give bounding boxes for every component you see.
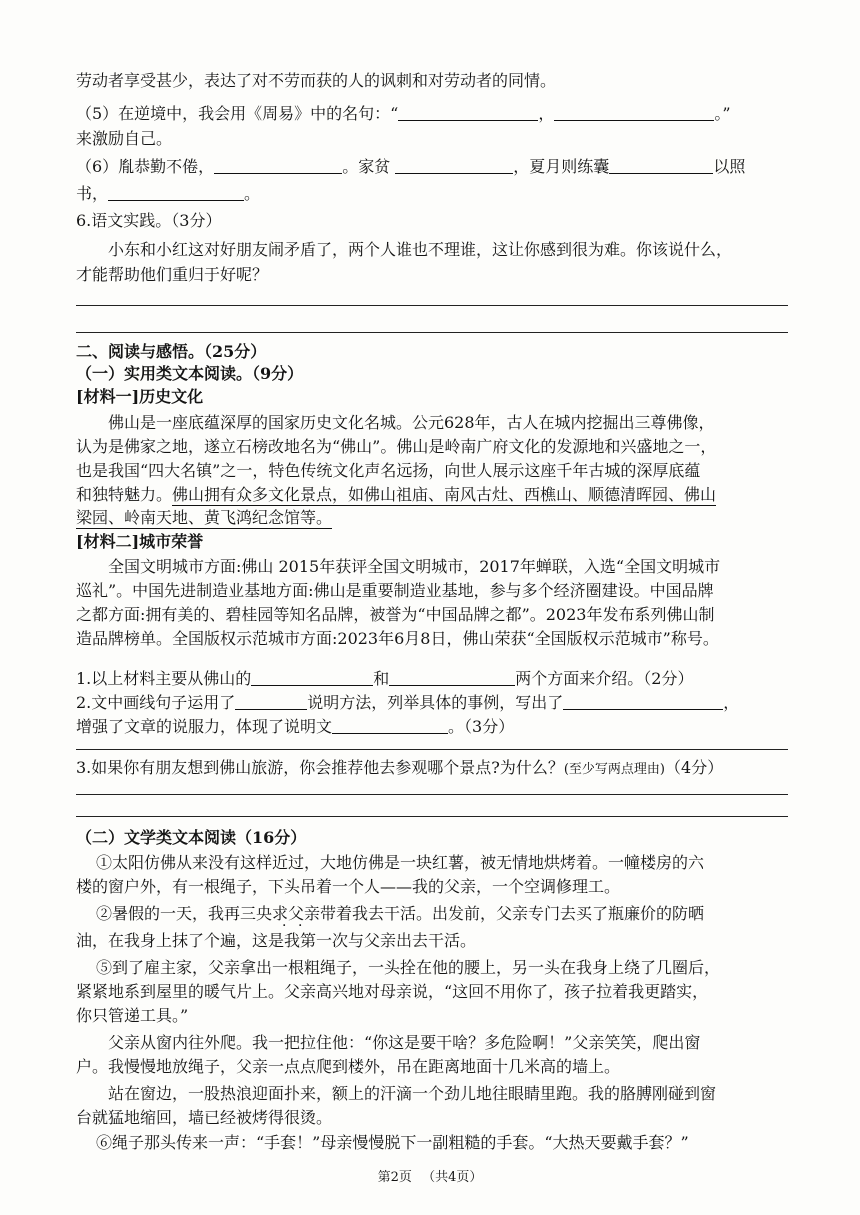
question-text: 两个方面来介绍。（2分） (515, 669, 694, 688)
text-line: 也是我国“四大名镇”之一，特色传统文化声名远扬，向世人展示这座千年古城的深厚底蕴 (76, 461, 701, 480)
answer-blank[interactable] (332, 717, 448, 734)
text-line: 紧紧地系到屋里的暖气片上。父亲高兴地对母亲说，“这回不用你了，孩子拉着我更踏实， (76, 982, 709, 1001)
answer-blank[interactable] (251, 669, 373, 686)
answer-blank[interactable] (108, 184, 244, 201)
answer-line[interactable] (76, 749, 788, 750)
question-text: 书， (76, 184, 109, 203)
answer-line[interactable] (76, 816, 788, 817)
text-line: 你只管递工具。” (76, 1006, 189, 1025)
text-line: ⑥绳子那头传来一声：“手套！”母亲慢慢脱下一副粗糙的手套。“大热天要戴手套？” (96, 1133, 689, 1152)
punct: 。” (714, 104, 731, 123)
question-2 (76, 692, 788, 714)
text-line: 才能帮助他们重归于好呢？ (76, 265, 269, 284)
question-text: 2.文中画线句子运用了 (76, 693, 236, 712)
text-line: 佛山是一座底蕴深厚的国家历史文化名城。公元628年，古人在城内挖掘出三尊佛像， (108, 413, 715, 432)
text-line: 全国文明城市方面:佛山 2015年获评全国文明城市，2017年蝉联，入选“全国文明城市 (108, 557, 721, 576)
question-note: (至少写两点理由) (563, 762, 666, 777)
answer-blank[interactable] (389, 669, 515, 686)
emphasis-char: 求 · (272, 904, 288, 923)
punct: ， (723, 693, 740, 712)
text-line (76, 507, 788, 529)
text-line: 巡礼”。中国先进制造业基地方面:佛山是重要制造业基地，参与多个经济圈建设。中国品牌 (76, 581, 714, 600)
text-span: 父亲带着我去干活。出发前，父亲专门去买了瓶廉价的防晒 (288, 904, 705, 923)
material-heading: [材料一]历史文化 (76, 387, 204, 406)
question-6-cont (76, 183, 788, 205)
material-heading: [材料二]城市荣誉 (76, 532, 204, 551)
text-span: 和独特魅力。 (76, 485, 173, 504)
underlined-sentence: 梁园、岭南天地、黄飞鸿纪念馆等。 (76, 508, 333, 527)
text-line: 来激励自己。 (76, 129, 173, 148)
text-line: ①太阳仿佛从来没有这样近过，大地仿佛是一块红薯，被无情地烘烤着。一幢楼房的六 (96, 853, 705, 872)
text-line: 楼的窗户外，有一根绳子，下头吊着一个人——我的父亲，一个空调修理工。 (76, 877, 621, 896)
question-text: 。（3分） (448, 717, 515, 736)
page-footer (0, 1166, 860, 1185)
text-line: 小东和小红这对好朋友闹矛盾了，两个人谁也不理谁，这让你感到很为难。你该说什么， (108, 240, 733, 259)
underlined-sentence: 佛山拥有众多文化景点，如佛山祖庙、南风古灶、西樵山、顺德清晖园、佛山 (172, 485, 717, 504)
text-line: 之都方面:拥有美的、碧桂园等知名品牌，被誉为“中国品牌之都”。2023年发布系列佛山制 (76, 605, 715, 624)
text-line: 户。我慢慢地放绳子，父亲一点点爬到楼外，吊在距离地面十几米高的墙上。 (76, 1057, 621, 1076)
answer-blank[interactable] (609, 157, 713, 174)
question-text: ，夏月则练囊 (513, 157, 610, 176)
section-heading: 二、阅读与感悟。（25分） (76, 342, 267, 361)
answer-line[interactable] (76, 332, 788, 333)
punct: 。 (244, 184, 261, 203)
text-line: 台就猛地缩回，墙已经被烤得很烫。 (76, 1108, 333, 1127)
section-title: 6.语文实践。（3分） (76, 211, 222, 230)
question-text: 3.如果你有朋友想到佛山旅游，你会推荐他去参观哪个景点?为什么？ (76, 758, 564, 777)
emphasis-char: 央 · (256, 904, 272, 923)
text-line (76, 903, 788, 925)
text-line: 油，在我身上抹了个遍，这是我第一次与父亲出去干活。 (76, 931, 477, 950)
answer-blank[interactable] (395, 157, 513, 174)
page-total: （共4页） (422, 1170, 483, 1185)
question-text: 说明方法，列举具体的事例，写出了 (307, 693, 564, 712)
answer-blank[interactable] (554, 104, 714, 121)
subsection-heading: （二）文学类文本阅读（16分） (76, 828, 307, 847)
text-line: 造品牌榜单。全国版权示范城市方面:2023年6月8日，佛山荣获“全国版权示范城市”称号。 (76, 629, 719, 648)
question-text: （6）胤恭勤不倦， (76, 157, 215, 176)
question-text: 。家贫 (342, 157, 391, 176)
question-text: 和 (373, 669, 390, 688)
question-1 (76, 668, 788, 690)
text-line: 父亲从窗内往外爬。我一把拉住他：“你这是要干啥？多危险啊！”父亲笑笑，爬出窗 (108, 1033, 701, 1052)
text-line: 认为是佛家之地，遂立石榜改地名为“佛山”。佛山是岭南广府文化的发源地和兴盛地之一， (76, 437, 717, 456)
answer-blank[interactable] (398, 104, 538, 121)
answer-blank[interactable] (235, 693, 307, 710)
punct: ， (538, 104, 555, 123)
text-line (76, 484, 788, 506)
text-line: 站在窗边，一股热浪迎面扑来，额上的汗滴一个劲儿地往眼睛里跑。我的胳膊刚碰到窗 (108, 1084, 717, 1103)
subsection-heading: （一）实用类文本阅读。（9分） (76, 364, 304, 383)
answer-blank[interactable] (214, 157, 342, 174)
question-5 (76, 103, 788, 125)
question-6 (76, 156, 788, 178)
text-line: ⑤到了雇主家，父亲拿出一根粗绳子，一头拴在他的腰上，另一头在我身上绕了几圈后， (96, 958, 721, 977)
text-span: ②暑假的一天，我再三 (96, 904, 257, 923)
question-text: （4分） (665, 758, 724, 777)
answer-line[interactable] (76, 794, 788, 795)
question-2-cont (76, 716, 788, 738)
page-number: 第2页 (377, 1170, 412, 1185)
answer-line[interactable] (76, 305, 788, 306)
question-text: 以照 (713, 157, 746, 176)
question-text: 增强了文章的说服力，体现了说明文 (76, 717, 333, 736)
question-3 (76, 757, 788, 781)
text-line: 劳动者享受甚少，表达了对不劳而获的人的讽刺和对劳动者的同情。 (76, 71, 557, 90)
question-text: 1.以上材料主要从佛山的 (76, 669, 252, 688)
question-text: （5）在逆境中，我会用《周易》中的名句：“ (76, 104, 399, 123)
answer-blank[interactable] (563, 693, 723, 710)
